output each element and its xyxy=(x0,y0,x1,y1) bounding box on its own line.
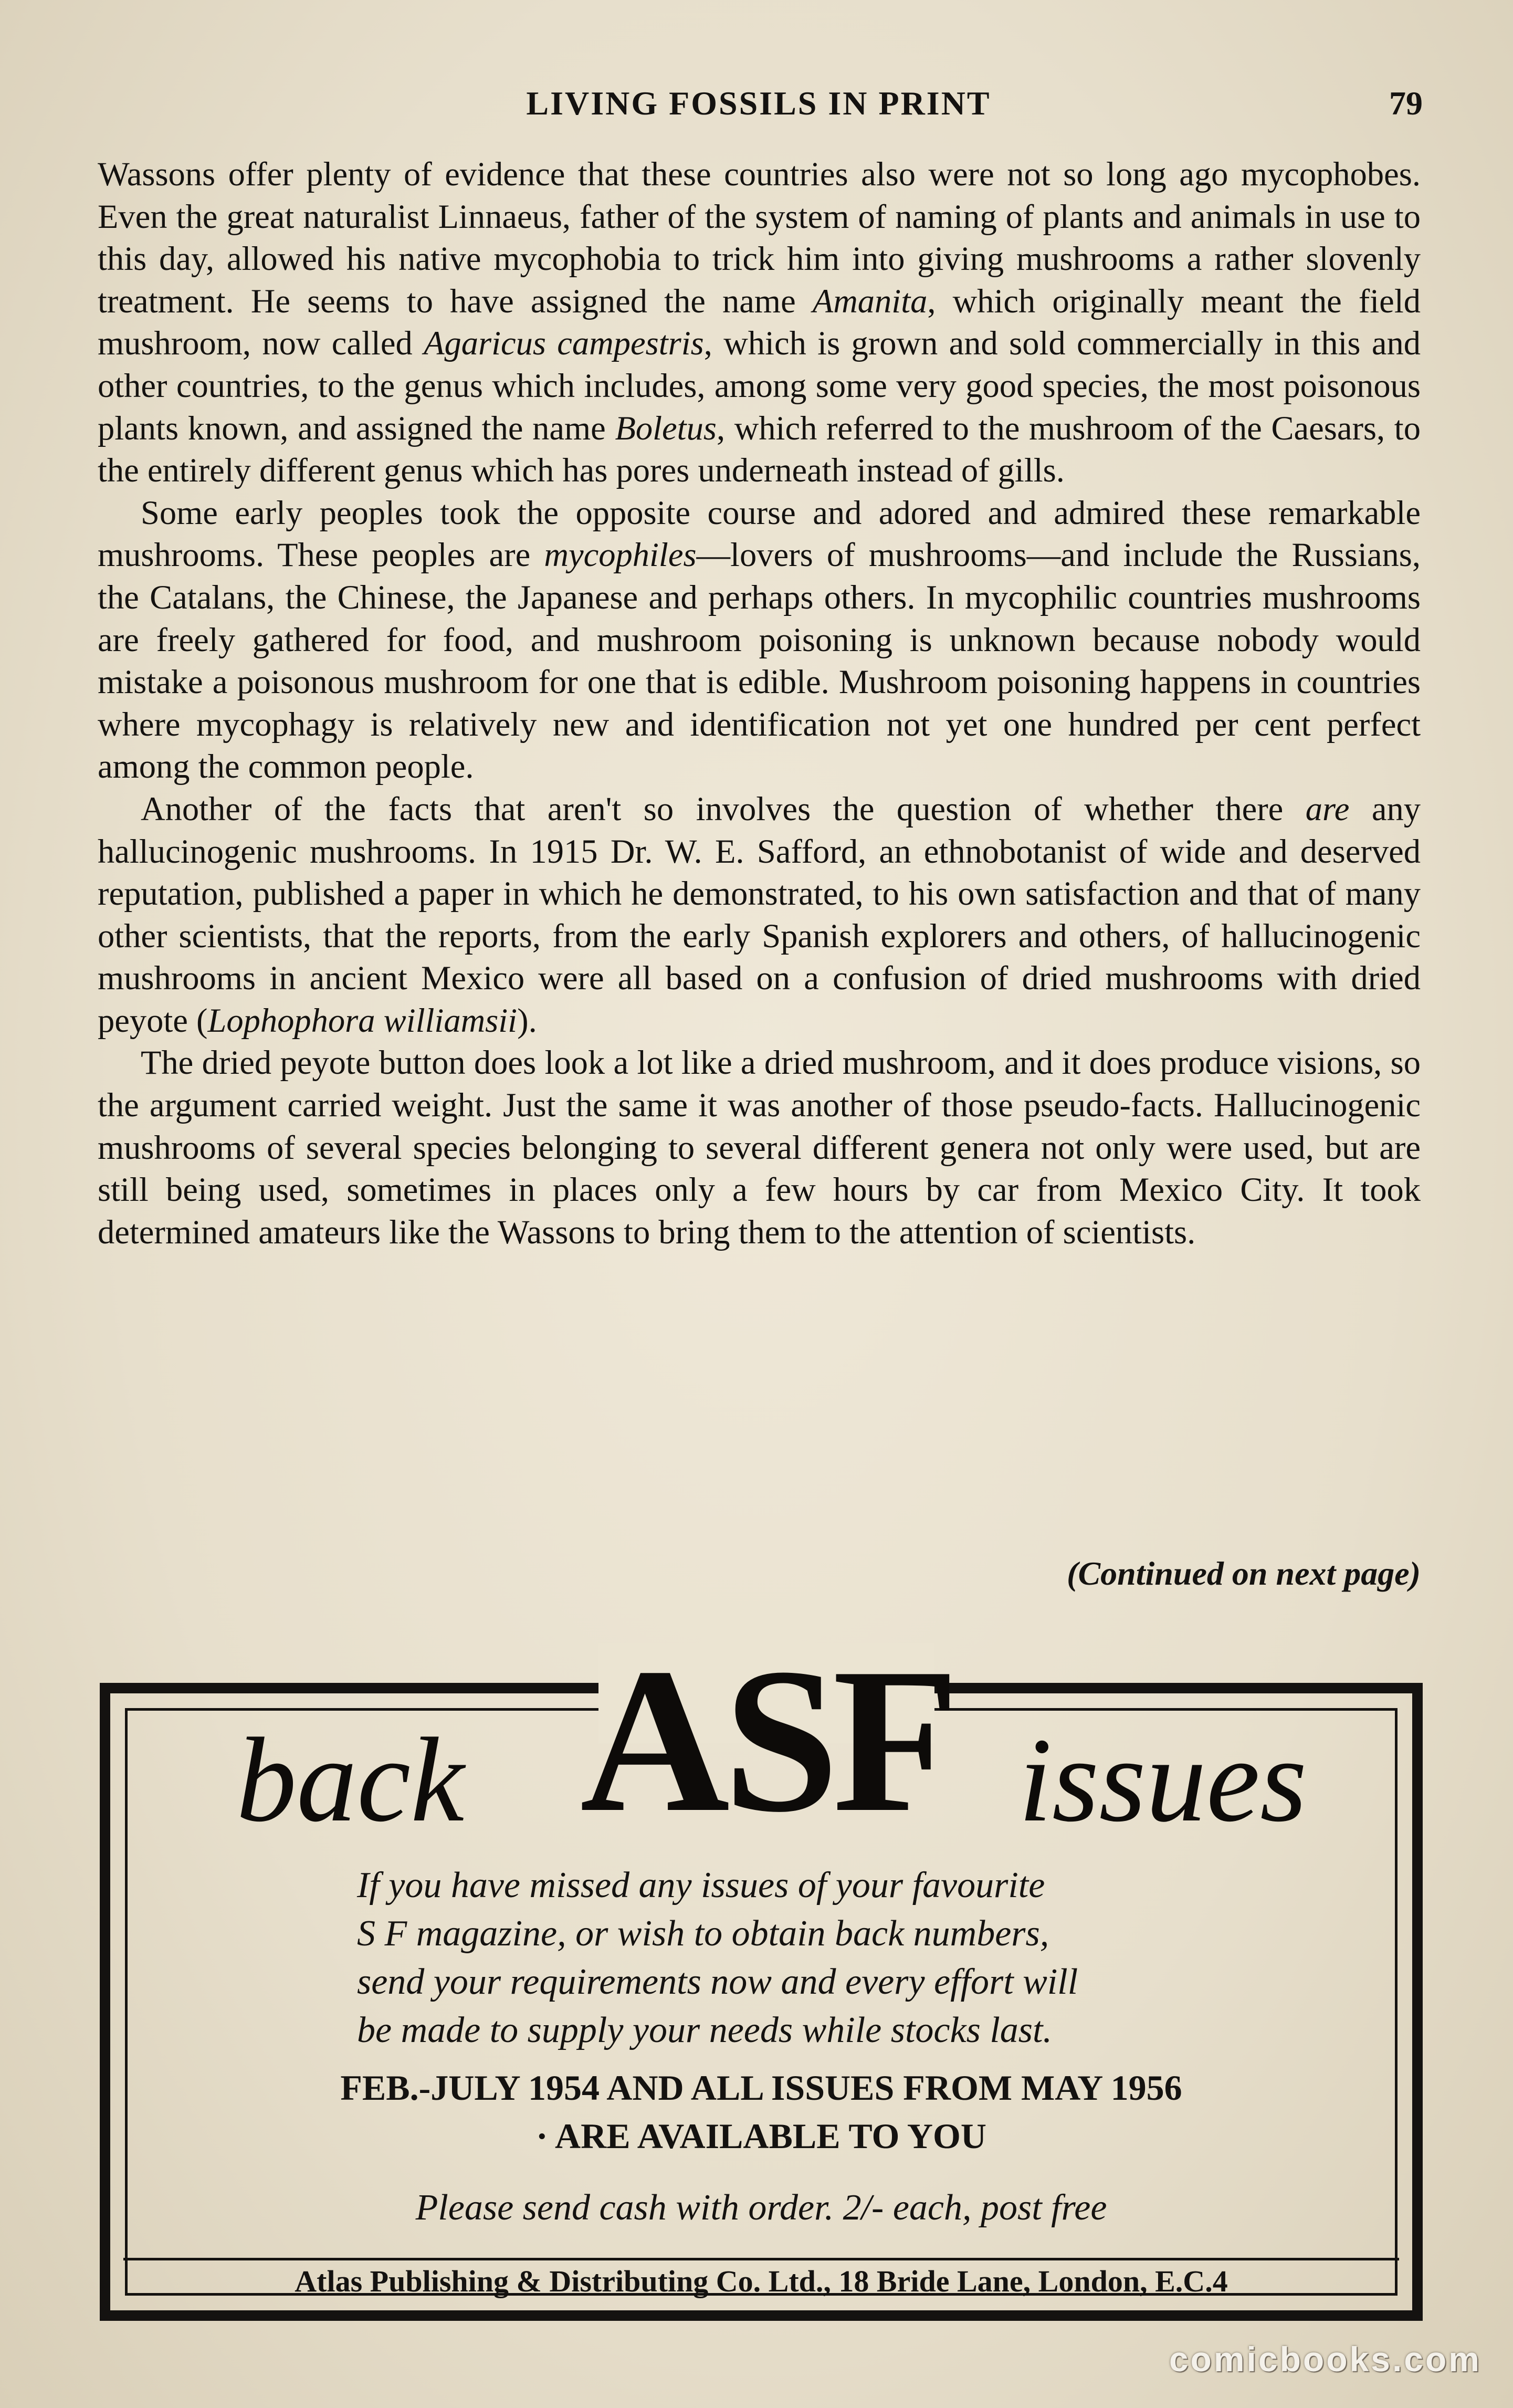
page-number: 79 xyxy=(1389,85,1423,122)
address-divider xyxy=(123,2258,1399,2260)
text-run: —lovers of mushrooms—and include the Russians, the Catalans, the Chinese, the Japanese and perhaps others. In mycophilic countries mushrooms are freely gathered for food, and mushroom poisoning is unknown because nobody would mistake a poisonous mushroom for one that is edible. Mushroom poisoning happens in countries where mycophagy is relatively new and identification not yet one hundred per cent perfect among the common people. xyxy=(98,536,1421,786)
italic-term: Boletus xyxy=(615,409,717,447)
order-terms: Please send cash with order. 2/- each, post free xyxy=(415,2187,1107,2228)
text-run: , which is grown and sold commercially in this and other countries, to the genus which includes, among some very good species, the most poisonous plants known, and assigned the name xyxy=(98,324,1421,447)
article-body xyxy=(98,153,1421,1253)
advertisement-copy-line: If you have missed any issues of your favourite xyxy=(357,1865,1045,1906)
text-run: , which originally meant the field mushroom, now called xyxy=(98,282,1421,362)
availability-notice xyxy=(100,2064,1423,2160)
italic-term: are xyxy=(1305,790,1350,828)
text-run: Some early peoples took the opposite course and adored and admired these remarkable mushrooms. These peoples are xyxy=(98,494,1421,574)
article-paragraph xyxy=(98,788,1421,1042)
text-run: , which referred to the mushroom of the Caesars, to the entirely different genus which has pores underneath instead of gills. xyxy=(98,409,1421,489)
text-run: The dried peyote button does look a lot like a dried mushroom, and it does produce visions, so the argument carried weight. Just the same it was another of those pseudo-facts. Hallucinogenic mushrooms of several species belonging to several different genera not only were used, but are still being used, sometimes in places only a few hours by car from Mexico City. It took determined amateurs like the Wassons to bring them to the attention of scientists. xyxy=(98,1044,1421,1251)
advertisement-copy-line: send your requirements now and every effort will xyxy=(357,1962,1078,2002)
advertisement-copy-line: S F magazine, or wish to obtain back numbers, xyxy=(357,1913,1049,1954)
advertisement-copy-line: be made to supply your needs while stocks last. xyxy=(357,2010,1052,2050)
back-heading-word: back xyxy=(236,1713,465,1847)
italic-term: Amanita xyxy=(812,282,928,320)
article-paragraph xyxy=(98,492,1421,788)
article-paragraph xyxy=(98,153,1421,492)
text-run: ). xyxy=(517,1001,537,1039)
text-run: Another of the facts that aren't so involves the question of whether there xyxy=(141,790,1306,828)
continued-note: (Continued on next page) xyxy=(1067,1555,1421,1592)
text-run: Wassons offer plenty of evidence that these countries also were not so long ago mycophobes. Even the great naturalist Linnaeus, father of the system of naming of plants and animals in use to this day, allowed his native mycophobia to trick him into giving mushrooms a rather slovenly treatment. He seems to have assigned the name xyxy=(98,155,1421,320)
italic-term: Agaricus campestris xyxy=(424,324,704,362)
availability-line: · ARE AVAILABLE TO YOU xyxy=(536,2116,986,2156)
advertisement-copy xyxy=(357,1861,1249,2055)
running-title: LIVING FOSSILS IN PRINT xyxy=(526,85,991,122)
issues-heading-word: issues xyxy=(1018,1713,1307,1847)
site-watermark: comicbooks.com xyxy=(1169,2340,1482,2379)
italic-term: mycophiles xyxy=(544,536,697,574)
availability-line: FEB.-JULY 1954 AND ALL ISSUES FROM MAY 1956 xyxy=(340,2068,1182,2108)
article-paragraph xyxy=(98,1042,1421,1253)
asf-logo-text: ASF xyxy=(580,1626,953,1855)
italic-term: Lophophora williamsii xyxy=(207,1001,518,1039)
page-header xyxy=(94,84,1423,137)
publisher-address: Atlas Publishing & Distributing Co. Ltd., 18 Bride Lane, London, E.C.4 xyxy=(295,2264,1228,2298)
text-run: any hallucinogenic mushrooms. In 1915 Dr. W. E. Safford, an ethnobotanist of wide and deserved reputation, published a paper in which he demonstrated, to his own satisfaction and that of many other scientists, that the reports, from the early Spanish explorers and others, of hallucinogenic mushrooms in ancient Mexico were all based on a confusion of dried mushrooms with dried peyote ( xyxy=(98,790,1421,1039)
